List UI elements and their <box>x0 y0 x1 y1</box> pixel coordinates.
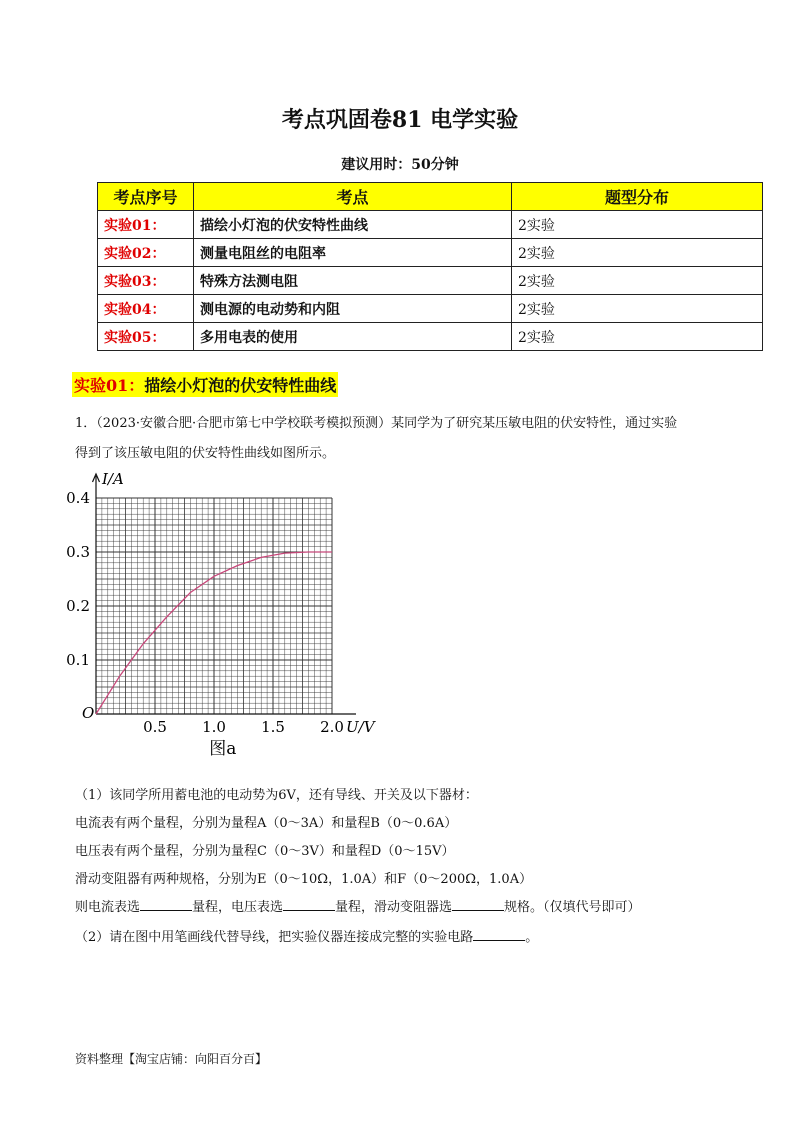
experiment-number: 实验03： <box>98 267 194 295</box>
iv-characteristic-chart <box>60 470 400 760</box>
table-row <box>98 295 763 323</box>
origin-label: O <box>82 704 95 722</box>
chart-grid <box>93 474 357 714</box>
experiment-topic: 描绘小灯泡的伏安特性曲线 <box>194 211 512 239</box>
overview-table <box>97 182 763 351</box>
text-segment: 。 <box>525 930 539 945</box>
y-tick-label: 0.2 <box>66 597 90 615</box>
experiment-topic: 多用电表的使用 <box>194 323 512 351</box>
answer-blank-ammeter[interactable] <box>140 896 192 911</box>
experiment-topic: 特殊方法测电阻 <box>194 267 512 295</box>
header-cell: 考点 <box>194 183 512 211</box>
question-type: 2实验 <box>512 295 763 323</box>
y-axis-label: I/A <box>102 470 124 488</box>
part2-question <box>75 924 735 952</box>
table-row <box>98 323 763 351</box>
experiment-number: 实验05： <box>98 323 194 351</box>
question-type: 2实验 <box>512 267 763 295</box>
table-header-row <box>98 183 763 211</box>
question-type: 2实验 <box>512 239 763 267</box>
answer-blank-circuit[interactable] <box>473 926 525 941</box>
question-type: 2实验 <box>512 211 763 239</box>
page-title: 考点巩固卷81 电学实验 <box>281 107 519 133</box>
footer-source: 资料整理【淘宝店铺：向阳百分百】 <box>75 1052 268 1066</box>
section-title: 描绘小灯泡的伏安特性曲线 <box>144 376 337 395</box>
experiment-number: 实验02： <box>98 239 194 267</box>
table-row <box>98 267 763 295</box>
suggested-time: 建议用时：50分钟 <box>341 157 459 173</box>
answer-blank-voltmeter[interactable] <box>283 896 335 911</box>
ammeter-ranges: 电流表有两个量程，分别为量程A（0～3A）和量程B（0～0.6A） <box>75 816 458 831</box>
table-row <box>98 239 763 267</box>
y-tick-label: 0.4 <box>66 489 90 507</box>
header-cell: 考点序号 <box>98 183 194 211</box>
text-segment: 量程，电压表选 <box>192 900 284 915</box>
experiment-number: 实验04： <box>98 295 194 323</box>
section-label: 实验01： <box>74 376 145 395</box>
experiment-topic: 测量电阻丝的电阻率 <box>194 239 512 267</box>
question-intro-line2: 得到了该压敏电阻的伏安特性曲线如图所示。 <box>75 446 336 461</box>
x-axis-label: U/V <box>346 718 375 736</box>
y-tick-label: 0.1 <box>66 651 90 669</box>
text-segment: 量程，滑动变阻器选 <box>335 900 453 915</box>
section-heading <box>72 372 338 397</box>
rheostat-specs: 滑动变阻器有两种规格，分别为E（0～10Ω，1.0A）和F（0～200Ω，1.0A） <box>75 872 533 887</box>
experiment-topic: 测电源的电动势和内阻 <box>194 295 512 323</box>
experiment-number: 实验01： <box>98 211 194 239</box>
part1-question <box>75 894 735 922</box>
x-tick-label: 1.0 <box>202 718 226 736</box>
x-tick-label: 1.5 <box>261 718 285 736</box>
answer-blank-rheostat[interactable] <box>452 896 504 911</box>
y-tick-label: 0.3 <box>66 543 90 561</box>
text-segment: 则电流表选 <box>75 900 141 915</box>
x-tick-label: 0.5 <box>143 718 167 736</box>
text-segment: （2）请在图中用笔画线代替导线，把实验仪器连接成完整的实验电路 <box>75 930 474 945</box>
header-cell: 题型分布 <box>512 183 763 211</box>
figure-caption: 图a <box>209 739 237 759</box>
voltmeter-ranges: 电压表有两个量程，分别为量程C（0～3V）和量程D（0～15V） <box>75 844 455 859</box>
question-type: 2实验 <box>512 323 763 351</box>
part1-prompt: （1）该同学所用蓄电池的电动势为6V，还有导线、开关及以下器材： <box>75 788 478 803</box>
text-segment: 规格。（仅填代号即可） <box>504 900 641 915</box>
x-tick-label: 2.0 <box>320 718 344 736</box>
question-intro-line1: 1．（2023·安徽合肥·合肥市第七中学校联考模拟预测）某同学为了研究某压敏电阻的伏安特性，通过实验 <box>75 416 678 431</box>
table-row <box>98 211 763 239</box>
